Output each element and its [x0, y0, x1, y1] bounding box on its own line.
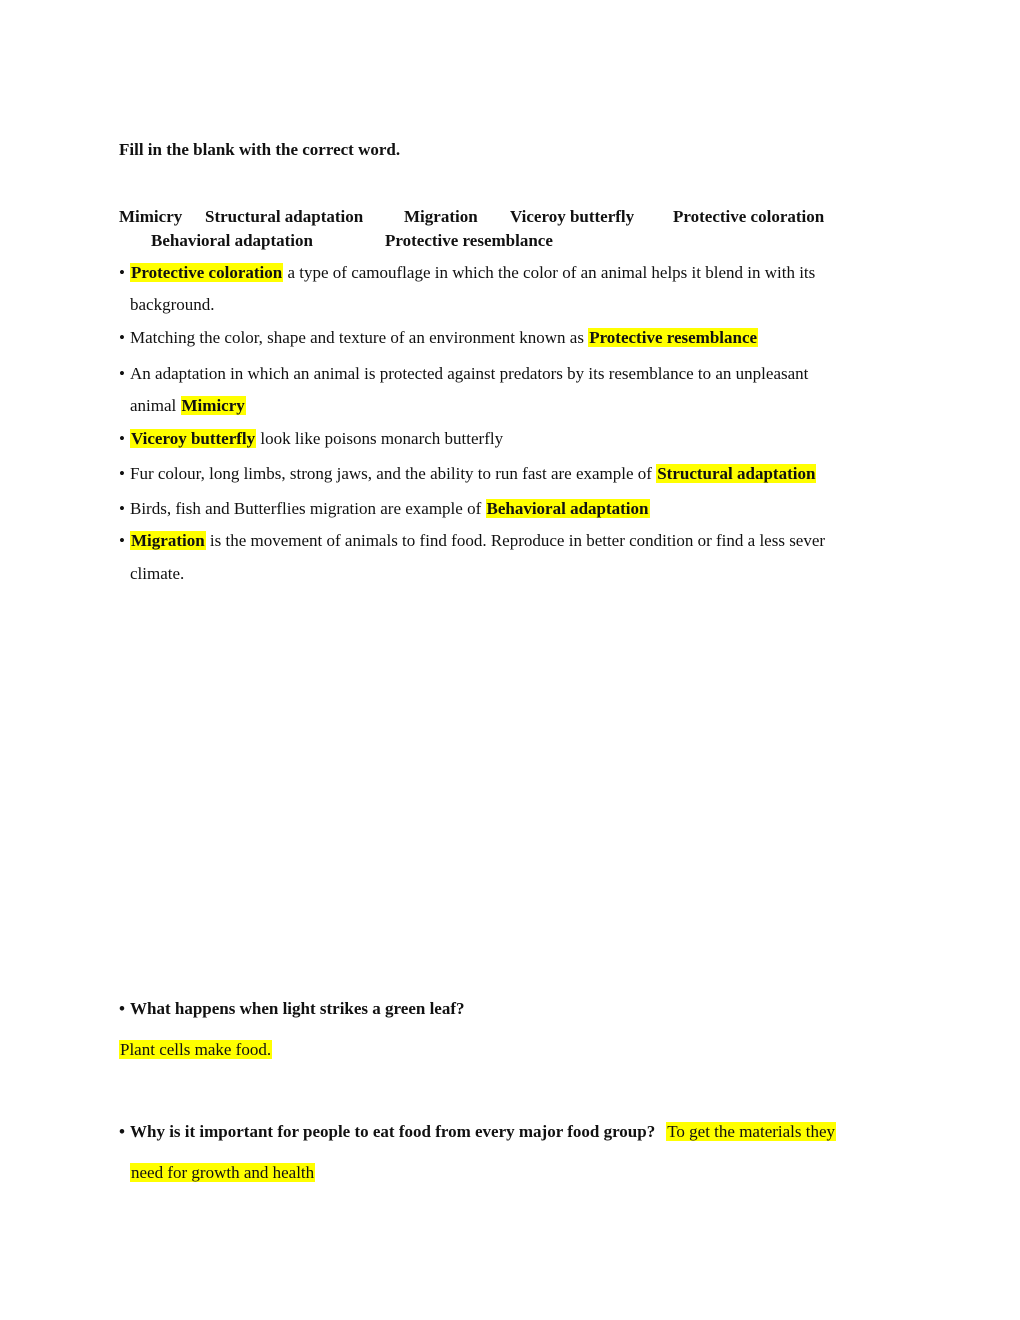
question-text: Why is it important for people to eat food from every major food group?: [130, 1122, 656, 1141]
item-text-continuation: background.: [130, 295, 215, 314]
bullet: •: [119, 499, 125, 518]
answer-highlight: Behavioral adaptation: [486, 499, 649, 518]
bullet: •: [119, 464, 125, 483]
question-text: What happens when light strikes a green leaf?: [130, 999, 465, 1018]
bullet: •: [119, 531, 125, 550]
bullet: •: [119, 328, 125, 347]
list-item: [119, 530, 825, 552]
item-text: a type of camouflage in which the color of an animal helps it blend in with its: [283, 263, 816, 282]
word-bank-mimicry: Mimicry: [119, 207, 183, 226]
list-item: [119, 428, 503, 450]
answer-highlight: Mimicry: [181, 396, 245, 415]
word-bank-protective-coloration: Protective coloration: [673, 207, 825, 226]
answer-highlight: Viceroy butterfly: [131, 429, 256, 448]
answer-highlight: Migration: [131, 531, 205, 550]
question: [119, 998, 465, 1020]
answer-highlight: Protective coloration: [131, 263, 283, 282]
bullet: •: [119, 364, 125, 383]
bullet: •: [119, 263, 125, 282]
question: [119, 1121, 836, 1143]
word-bank-migration: Migration: [404, 207, 478, 226]
item-text: Fur colour, long limbs, strong jaws, and the ability to run fast are example of: [130, 464, 657, 483]
list-item: [119, 262, 815, 284]
bullet: •: [119, 999, 125, 1018]
item-text: Birds, fish and Butterflies migration are example of: [130, 499, 486, 518]
answer-highlight: Plant cells make food.: [120, 1040, 272, 1059]
word-bank-protective-resemblance: Protective resemblance: [385, 231, 553, 250]
item-text: An adaptation in which an animal is protected against predators by its resemblance to an unpleasant: [130, 364, 809, 383]
question-answer: [119, 1039, 272, 1061]
list-item: [119, 327, 758, 349]
bullet: •: [119, 429, 125, 448]
bullet: •: [119, 1122, 125, 1141]
item-text: look like poisons monarch butterfly: [256, 429, 504, 448]
item-text: is the movement of animals to find food. Reproduce in better condition or find a less sever: [205, 531, 826, 550]
answer-highlight: need for growth and health: [131, 1163, 315, 1182]
item-text: animal: [130, 396, 181, 415]
word-bank-viceroy-butterfly: Viceroy butterfly: [510, 207, 635, 226]
instruction-heading: Fill in the blank with the correct word.: [119, 140, 401, 159]
item-text-continuation: [130, 395, 246, 417]
word-bank-behavioral-adaptation: Behavioral adaptation: [151, 231, 313, 250]
word-bank-structural-adaptation: Structural adaptation: [205, 207, 364, 226]
answer-highlight: Structural adaptation: [657, 464, 816, 483]
list-item: [119, 463, 816, 485]
list-item: [119, 363, 808, 385]
item-text-continuation: climate.: [130, 564, 185, 583]
list-item: [119, 498, 650, 520]
answer-highlight: Protective resemblance: [589, 328, 758, 347]
item-text: Matching the color, shape and texture of an environment known as: [130, 328, 589, 347]
question-answer-continuation: [130, 1162, 315, 1184]
answer-highlight: To get the materials they: [667, 1122, 836, 1141]
